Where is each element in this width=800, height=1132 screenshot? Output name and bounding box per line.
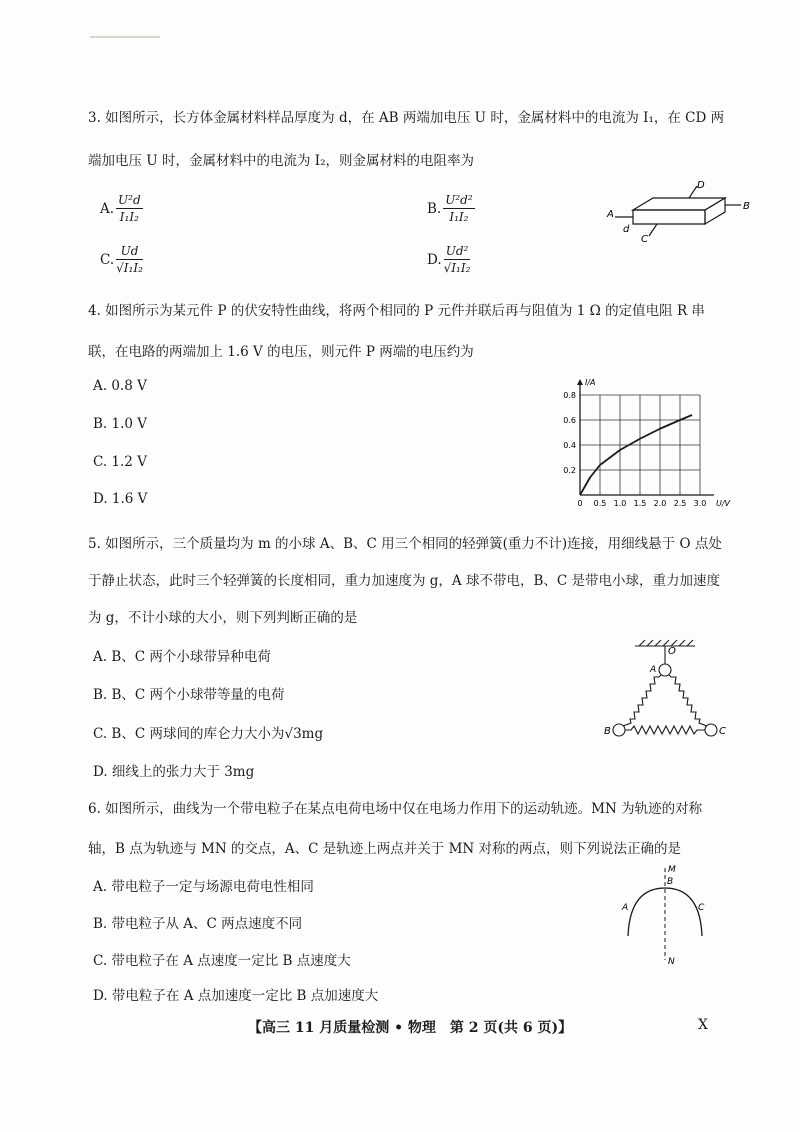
q5-line2: 于静止状态，此时三个轻弹簧的长度相同，重力加速度为 g，A 球不带电，B、C 是带电小球，重力加速度: [88, 573, 721, 589]
q6-line1: 6. 如图所示，曲线为一个带电粒子在某点电荷电场中仅在电场力作用下的运动轨迹。MN 为轨迹的对称: [88, 801, 703, 817]
label-o: O: [668, 646, 676, 657]
label-b: B: [604, 726, 611, 737]
x-tick-label: 3.0: [693, 499, 707, 508]
lead-c: [649, 224, 657, 236]
q5-line1: 5. 如图所示，三个质量均为 m 的小球 A、B、C 用三个相同的轻弹簧(重力不计)连接，用细线悬于 O 点处: [88, 536, 722, 552]
q3-fraction-d: $\frac{\text{Ud²}}{\text{√I₁I₂}}$: [443, 244, 471, 275]
y-tick-label: 0.8: [563, 391, 576, 400]
label-c: C: [719, 726, 726, 737]
iv-curve: [580, 415, 692, 495]
label-thickness: d: [623, 224, 630, 235]
q4-option-a: A. 0.8 V: [93, 378, 147, 394]
q3-option-d: D. $\frac{\text{Ud²}}{\text{√I₁I₂}}$: [427, 244, 471, 275]
x-tick-label: 2.0: [653, 499, 667, 508]
lead-d: [689, 186, 697, 198]
q4-option-b: B. 1.0 V: [93, 416, 148, 432]
q6-line2: 轴，B 点为轨迹与 MN 的交点，A、C 是轨迹上两点并关于 MN 对称的两点，则下列说法正确的是: [88, 841, 682, 857]
y-axis-label: I/A: [585, 378, 596, 387]
label-d: D: [697, 180, 705, 191]
q3-option-a: A. $\frac{\text{U²d}}{\text{I₁I₂}}$: [100, 193, 141, 224]
label-b: B: [743, 201, 750, 212]
spring-ac: [669, 675, 707, 726]
label-a: A: [622, 903, 629, 913]
spring-bc: [625, 726, 705, 734]
q5-option-a: A. B、C 两个小球带异种电荷: [93, 649, 271, 665]
x-tick-label: 1.0: [613, 499, 627, 508]
x-tick-label: 1.5: [633, 499, 647, 508]
y-axis-arrow: [577, 379, 583, 385]
block-top-face: [633, 198, 725, 210]
q3-option-c: C. $\frac{Ud}{\text{√I₁I₂}}$: [100, 244, 143, 275]
q6-option-c: C. 带电粒子在 A 点速度一定比 B 点速度大: [93, 953, 351, 969]
q3-fraction-b: $\frac{\text{U²d²}}{\text{I₁I₂}}$: [445, 193, 473, 224]
ceiling-hatch: [639, 640, 693, 646]
iv-chart: [555, 370, 735, 510]
label-n: N: [668, 957, 675, 967]
label-b: B: [667, 877, 674, 887]
q3-line2: 端加电压 U 时，金属材料中的电流为 I₂，则金属材料的电阻率为: [88, 153, 474, 169]
q3-option-b: B. $\frac{\text{U²d²}}{\text{I₁I₂}}$: [427, 193, 473, 224]
q6-option-a: A. 带电粒子一定与场源电荷电性相同: [93, 879, 314, 895]
q5-option-c: C. B、C 两球间的库仑力大小为√3mg: [93, 726, 324, 742]
ball-a: [659, 664, 671, 676]
label-a: A: [607, 209, 614, 220]
q6-option-d: D. 带电粒子在 A 点加速度一定比 B 点加速度大: [93, 988, 379, 1004]
q6-option-b: B. 带电粒子从 A、C 两点速度不同: [93, 916, 303, 932]
q4-option-d: D. 1.6 V: [93, 491, 148, 507]
spring-ab: [623, 675, 661, 726]
q3-line1: 3. 如图所示，长方体金属材料样品厚度为 d，在 AB 两端加电压 U 时，金属材料中的电流为 I₁，在 CD 两: [88, 110, 725, 126]
q3-fraction-a: $\frac{\text{U²d}}{\text{I₁I₂}}$: [118, 193, 141, 224]
x-tick-label: 2.5: [673, 499, 687, 508]
footer-text: 【高三 11 月质量检测 • 物理 第 2 页(共 6 页)】: [248, 1020, 573, 1036]
q5-option-b: B. B、C 两个小球带等量的电荷: [93, 687, 285, 703]
q4-option-c: C. 1.2 V: [93, 454, 147, 470]
q5-line3: 为 g，不计小球的大小，则下列判断正确的是: [88, 610, 358, 626]
label-c: C: [641, 234, 648, 245]
y-tick-label: 0.4: [563, 441, 576, 450]
q3-fraction-c: $\frac{Ud}{\text{√I₁I₂}}$: [116, 244, 143, 275]
label-m: M: [668, 865, 676, 875]
label-a: A: [650, 665, 657, 675]
q3-block-figure: [605, 180, 755, 250]
x-tick-label: 0: [577, 499, 583, 508]
q5-spring-figure: [595, 638, 726, 750]
label-c: C: [698, 903, 705, 913]
x-tick-label: 0.5: [593, 499, 607, 508]
x-axis-label: U/V: [716, 499, 731, 508]
q6-trajectory-figure: [610, 860, 710, 970]
scan-mark: [90, 36, 160, 38]
block-front-face: [633, 210, 705, 224]
q5-option-d: D. 细线上的张力大于 3mg: [93, 764, 255, 780]
block-side-face: [705, 198, 725, 224]
y-tick-label: 0.6: [563, 416, 576, 425]
q4-line2: 联，在电路的两端加上 1.6 V 的电压，则元件 P 两端的电压约为: [88, 344, 474, 360]
q4-line1: 4. 如图所示为某元件 P 的伏安特性曲线，将两个相同的 P 元件并联后再与阻值为 1 Ω 的定值电阻 R 串: [88, 303, 705, 319]
footer-mark: X: [698, 1017, 708, 1033]
y-tick-label: 0.2: [563, 466, 576, 475]
